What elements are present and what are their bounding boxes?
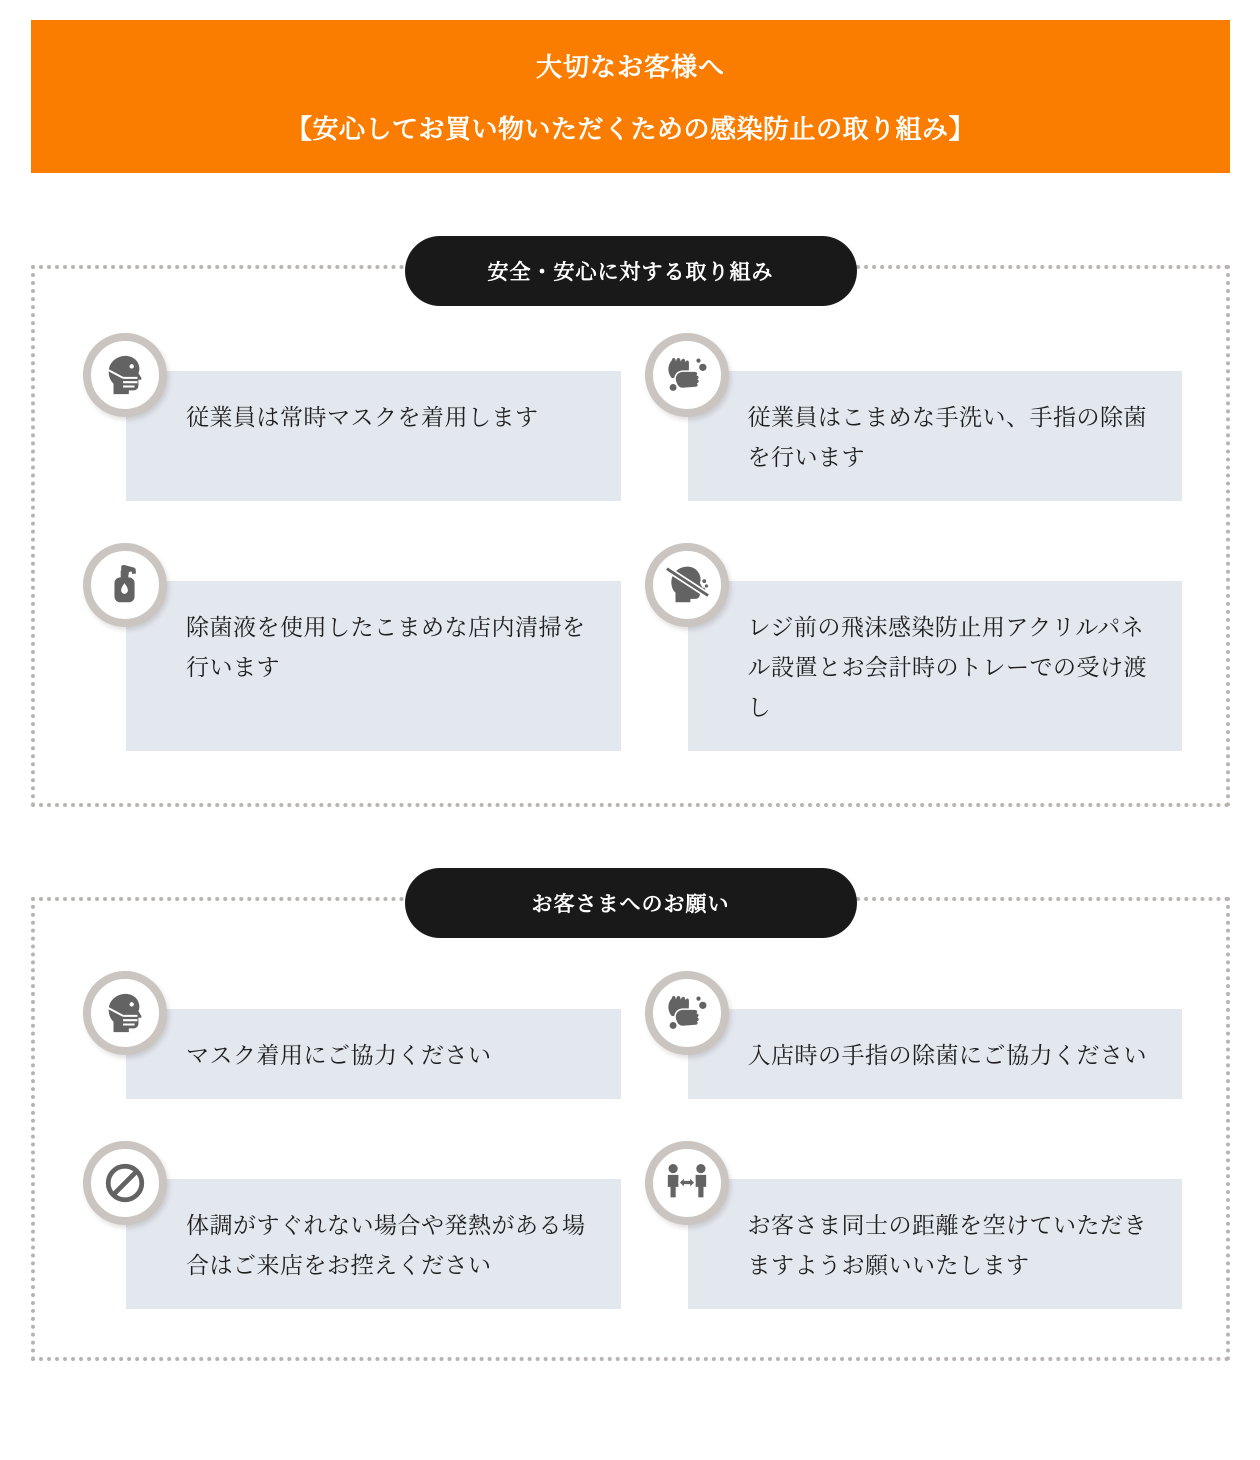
mask-face-icon-badge [83,333,167,417]
mask-face-icon-badge [83,971,167,1055]
section-title-pill: 安全・安心に対する取り組み [405,236,857,306]
hand-washing-icon [664,352,710,398]
measure-item-store-cleaning [83,543,621,751]
social-distance-icon-badge [645,1141,729,1225]
request-item-wear-mask [83,971,621,1099]
droplet-block-icon-badge [645,543,729,627]
measure-text: 従業員は常時マスクを着用します [126,371,621,501]
measure-text: 従業員はこまめな手洗い、手指の除菌を行います [688,371,1183,501]
section-customer-requests [31,893,1230,1361]
banner-subtitle: 【安心してお買い物いただくための感染防止の取り組み】 [285,114,975,144]
social-distance-icon [664,1160,710,1206]
infection-prevention-notice-page [0,20,1260,1460]
request-grid [83,971,1182,1309]
request-item-stay-home-if-sick [83,1141,621,1309]
hand-washing-icon-badge [645,971,729,1055]
section-title-pill: お客さまへのお願い [405,868,857,938]
droplet-block-icon [664,562,710,608]
measure-item-hand-washing [645,333,1183,501]
mask-face-icon [102,352,148,398]
measure-grid [83,333,1182,751]
notice-banner [31,20,1230,173]
no-entry-icon [102,1160,148,1206]
section-safety-measures [31,261,1230,807]
measure-item-staff-mask [83,333,621,501]
sanitizer-bottle-icon [102,562,148,608]
measure-text: レジ前の飛沫感染防止用アクリルパネル設置とお会計時のトレーでの受け渡し [688,581,1183,751]
request-text: マスク着用にご協力ください [126,1009,621,1099]
request-text: 体調がすぐれない場合や発熱がある場合はご来店をお控えください [126,1179,621,1309]
sanitizer-bottle-icon-badge [83,543,167,627]
request-text: お客さま同士の距離を空けていただきますようお願いいたします [688,1179,1183,1309]
measure-item-acrylic-panel [645,543,1183,751]
request-item-social-distance [645,1141,1183,1309]
request-item-sanitize-hands [645,971,1183,1099]
request-text: 入店時の手指の除菌にご協力ください [688,1009,1183,1099]
measure-text: 除菌液を使用したこまめな店内清掃を行います [126,581,621,751]
hand-washing-icon [664,990,710,1036]
banner-title: 大切なお客様へ [535,52,725,82]
mask-face-icon [102,990,148,1036]
hand-washing-icon-badge [645,333,729,417]
no-entry-icon-badge [83,1141,167,1225]
